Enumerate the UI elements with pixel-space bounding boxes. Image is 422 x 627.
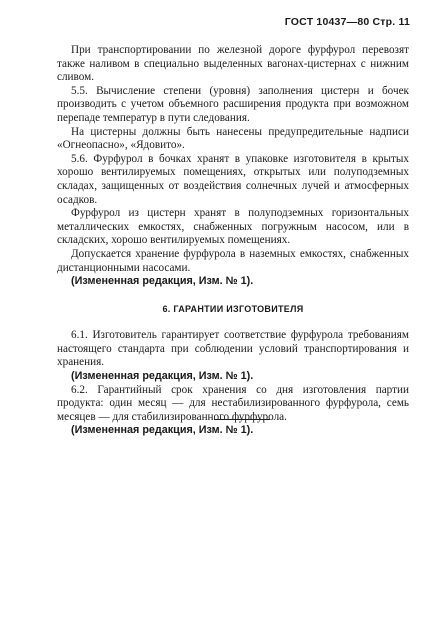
page-header: ГОСТ 10437—80 Стр. 11 (284, 16, 410, 28)
paragraph-rail-transport: При транспортировании по железной дороге фурфурол перевозят также наливом в специально выделенных вагонах-цистернах с нижним сливом. (57, 44, 409, 84)
paragraph-5-6: 5.6. Фурфурол в бочках хранят в упаковке изготовителя в крытых хорошо вентилируемых помещениях, открытых или полуподземных складах, защищенных от воздействия солнечных лучей и атмосферных осадков. (57, 152, 409, 206)
paragraph-5-5: 5.5. Вычисление степени (уровня) заполнения цистерн и бочек производить с учетом объемного расширения продукта при возможном перепаде температур в пути следования. (57, 84, 409, 124)
amendment-note: (Измененная редакция, Изм. № 1). (71, 370, 254, 383)
amendment-note: (Измененная редакция, Изм. № 1). (71, 275, 254, 288)
paragraph-6-1: 6.1. Изготовитель гарантирует соответствие фурфурола требованиям настоящего стандарта при соблюдении условий транспортирования и хранения. (57, 329, 409, 369)
section-heading: 6. ГАРАНТИИ ИЗГОТОВИТЕЛЯ (162, 303, 304, 314)
paragraph-tank-labels: На цистерны должны быть нанесены предупредительные надписи «Огнеопасно», «Ядовито». (57, 125, 409, 152)
paragraph-6-2: 6.2. Гарантийный срок хранения со дня изготовления партии продукта: один месяц — для нестабилизированного фурфурола, семь месяцев — для стабилизированного фурфурола. (57, 383, 409, 423)
paragraph-tank-storage: Фурфурол из цистерн хранят в полуподземных горизонтальных металлических емкостях, снабженных погружным насосом, или в складских, хорошо вентилируемых помещениях. (57, 207, 409, 247)
page-content (57, 44, 409, 438)
end-rule (214, 419, 270, 420)
paragraph-ground-storage: Допускается хранение фурфурола в наземных емкостях, снабженных дистанционными насосами. (57, 247, 409, 274)
amendment-note: (Измененная редакция, Изм. № 1). (71, 424, 254, 437)
